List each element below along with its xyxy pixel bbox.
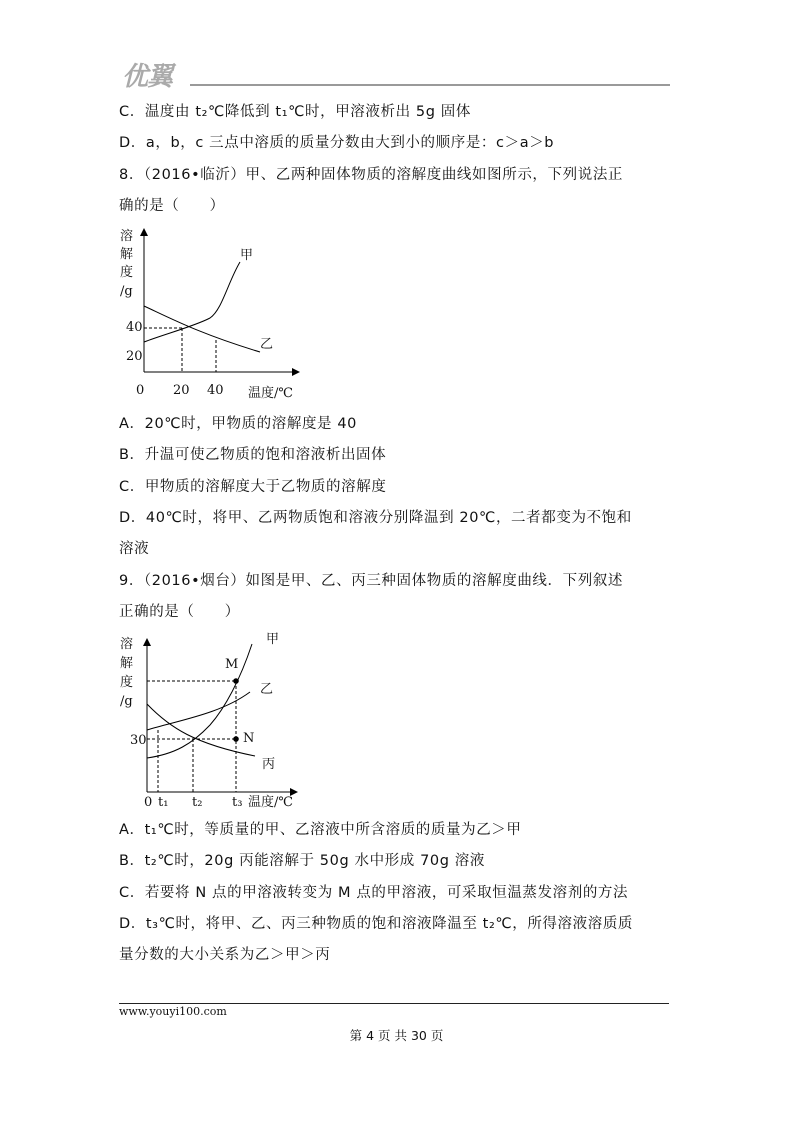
series-label-bing: 丙	[262, 757, 276, 772]
header-rule	[190, 84, 670, 86]
point-label-m: M	[225, 657, 239, 672]
option-d-q8: D．40℃时，将甲、乙两物质饱和溶液分别降温到 20℃，二者都变为不饱和	[119, 510, 632, 526]
logo: 优翼	[122, 62, 173, 92]
x-tick-t3: t₃	[232, 795, 243, 810]
y-tick-30: 30	[130, 733, 147, 748]
option-b-q8: B．升温可使乙物质的饱和溶液析出固体	[119, 447, 387, 463]
x-tick-20: 20	[173, 383, 190, 398]
x-tick-40: 40	[207, 383, 224, 398]
y-axis-label-2: 解	[120, 247, 134, 262]
footer-url: www.youyi100.com	[119, 1005, 227, 1018]
curve-yi	[144, 306, 260, 352]
y-axis-label-3: 度	[120, 265, 134, 280]
y-axis-label-2: 解	[120, 656, 134, 671]
y-axis-label-4: /g	[120, 284, 133, 299]
y-axis-label-4: /g	[120, 694, 133, 709]
x-tick-0: 0	[136, 383, 145, 398]
option-c-q9: C．若要将 N 点的甲溶液转变为 M 点的甲溶液，可采取恒温蒸发溶剂的方法	[119, 885, 629, 901]
series-label-yi: 乙	[260, 337, 274, 352]
question-9-stem: 9．（2016•烟台）如图是甲、乙、丙三种固体物质的溶解度曲线．下列叙述	[119, 573, 624, 589]
series-label-yi: 乙	[260, 682, 274, 697]
option-d-q8-cont: 溶液	[119, 541, 150, 557]
y-axis-label-1: 溶	[120, 637, 134, 652]
y-tick-40: 40	[126, 320, 143, 335]
solubility-chart-q9	[110, 630, 310, 815]
option-a-q8: A．20℃时，甲物质的溶解度是 40	[119, 416, 358, 432]
y-axis-label-1: 溶	[120, 229, 134, 244]
series-label-jia: 甲	[240, 248, 254, 263]
curve-yi	[147, 692, 250, 730]
question-8-stem-cont: 确的是（ ）	[119, 198, 225, 214]
point-m	[233, 678, 239, 684]
option-c-q8: C．甲物质的溶解度大于乙物质的溶解度	[119, 479, 387, 495]
option-a-q9: A．t₁℃时，等质量的甲、乙溶液中所含溶质的质量为乙＞甲	[119, 822, 522, 838]
point-label-n: N	[243, 731, 255, 746]
option-b-q9: B．t₂℃时，20g 丙能溶解于 50g 水中形成 70g 溶液	[119, 853, 485, 869]
series-label-jia: 甲	[266, 632, 280, 647]
x-axis-label: 温度/℃	[248, 795, 293, 810]
option-d-q9-cont: 量分数的大小关系为乙＞甲＞丙	[119, 947, 331, 963]
question-8-stem: 8．（2016•临沂）甲、乙两种固体物质的溶解度曲线如图所示，下列说法正	[119, 167, 624, 183]
y-tick-20: 20	[126, 349, 143, 364]
x-tick-t2: t₂	[192, 795, 203, 810]
footer-rule	[119, 1003, 669, 1004]
curve-bing	[147, 704, 255, 756]
point-n	[233, 736, 239, 742]
y-axis-label-3: 度	[120, 675, 134, 690]
option-c-q7: C．温度由 t₂℃降低到 t₁℃时，甲溶液析出 5g 固体	[119, 104, 471, 120]
x-axis-label: 温度/℃	[248, 386, 293, 401]
x-tick-0: 0	[144, 795, 153, 810]
option-d-q9: D．t₃℃时，将甲、乙、丙三种物质的饱和溶液降温至 t₂℃，所得溶液溶质质	[119, 916, 634, 932]
curve-jia	[144, 262, 240, 342]
page-number: 第 4 页 共 30 页	[349, 1028, 444, 1043]
question-9-stem-cont: 正确的是（ ）	[119, 604, 240, 620]
option-d-q7: D．a，b，c 三点中溶质的质量分数由大到小的顺序是：c＞a＞b	[119, 135, 555, 151]
solubility-chart-q8	[110, 222, 310, 404]
x-tick-t1: t₁	[158, 795, 169, 810]
